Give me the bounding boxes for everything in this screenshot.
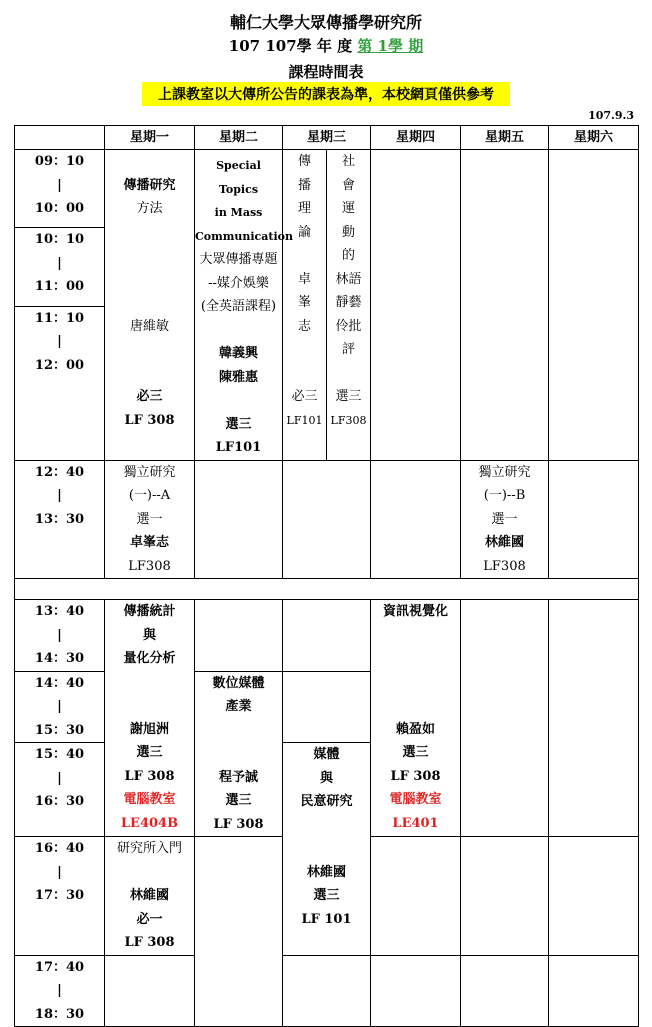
course-tue-am: Special Topics in Mass Communication 大眾傳播專題 --媒介娛樂 (全英語課程) 韓義興 陳雅惠 選三 LF101 <box>195 150 283 461</box>
course-wed-am-theory: 傳 播 理 論 卓 峯 志 必三 LF101 <box>283 150 327 461</box>
day-wed: 星期三 <box>283 126 371 150</box>
corner-cell <box>15 126 105 150</box>
break-cell <box>15 579 639 600</box>
time-slot-1: 09：10 | 10：00 <box>15 150 105 228</box>
page-subtitle: 課程時間表 <box>288 63 364 81</box>
empty-cell <box>461 955 549 1027</box>
time-slot-4: 12：40 | 13：30 <box>15 460 105 579</box>
empty-cell <box>283 955 371 1027</box>
empty-cell <box>549 837 639 956</box>
empty-cell <box>549 150 639 461</box>
course-fri-noon: 獨立研究 (一)--B 選一 林維國 LF308 <box>461 460 549 579</box>
day-thu: 星期四 <box>371 126 461 150</box>
time-slot-3: 11：10 | 12：00 <box>15 306 105 460</box>
empty-cell <box>371 837 461 956</box>
course-wed-pm: 媒體 與 民意研究 林維國 選三 LF 101 <box>283 743 371 956</box>
schedule-table <box>14 125 639 1027</box>
slot-row <box>15 150 639 228</box>
course-tue-pm: 數位媒體 產業 程予誠 選三 LF 308 <box>195 671 283 837</box>
empty-cell <box>195 600 283 672</box>
time-slot-8: 16：40 | 17：30 <box>15 837 105 956</box>
version-date: 107.9.3 <box>588 109 634 122</box>
empty-cell <box>195 837 283 1027</box>
course-mon-late: 研究所入門 林維國 必一 LF 308 <box>105 837 195 956</box>
course-wed-am-movement: 社 會 運 動 的 林語 靜藝 伶批 評 選三 LF308 <box>327 150 371 461</box>
empty-cell <box>283 600 371 672</box>
slot-row <box>15 600 639 672</box>
page-title: 輔仁大學大眾傳播學研究所 <box>229 13 422 32</box>
notice-banner: 上課教室以大傳所公告的課表為準，本校網頁僅供參考 <box>142 82 510 106</box>
time-slot-9: 17：40 | 18：30 <box>15 955 105 1027</box>
slot-row <box>15 460 639 579</box>
semester: 第 1學 期 <box>357 37 424 55</box>
course-mon-noon: 獨立研究 (一)--A 選一 卓峯志 LF308 <box>105 460 195 579</box>
day-mon: 星期一 <box>105 126 195 150</box>
empty-cell <box>105 955 195 1027</box>
year-line: 107學 年 度 <box>265 37 353 55</box>
empty-cell <box>549 955 639 1027</box>
course-mon-am: 傳播研究 方法 唐維敏 必三 LF 308 <box>105 150 195 461</box>
empty-cell <box>371 150 461 461</box>
empty-cell <box>461 150 549 461</box>
day-tue: 星期二 <box>195 126 283 150</box>
time-slot-7: 15：40 | 16：30 <box>15 743 105 837</box>
empty-cell <box>371 460 461 579</box>
empty-cell <box>283 460 371 579</box>
day-fri: 星期五 <box>461 126 549 150</box>
empty-cell <box>461 837 549 956</box>
day-header-row <box>15 126 639 150</box>
empty-cell <box>195 460 283 579</box>
empty-cell <box>549 460 639 579</box>
course-mon-pm: 傳播統計 與 量化分析 謝旭洲 選三 LF 308 電腦教室 LE404B <box>105 600 195 837</box>
slot-row <box>15 955 639 1027</box>
course-thu-pm: 資訊視覺化 賴盈如 選三 LF 308 電腦教室 LE401 <box>371 600 461 837</box>
empty-cell <box>549 600 639 837</box>
empty-cell <box>371 955 461 1027</box>
academic-year: 107 107學 年 度 第 1學 期 <box>228 37 424 55</box>
empty-cell <box>283 671 371 743</box>
day-sat: 星期六 <box>549 126 639 150</box>
empty-cell <box>461 600 549 837</box>
time-slot-6: 14：40 | 15：30 <box>15 671 105 743</box>
break-row <box>15 579 639 600</box>
time-slot-5: 13：40 | 14：30 <box>15 600 105 672</box>
time-slot-2: 10：10 | 11：00 <box>15 228 105 306</box>
